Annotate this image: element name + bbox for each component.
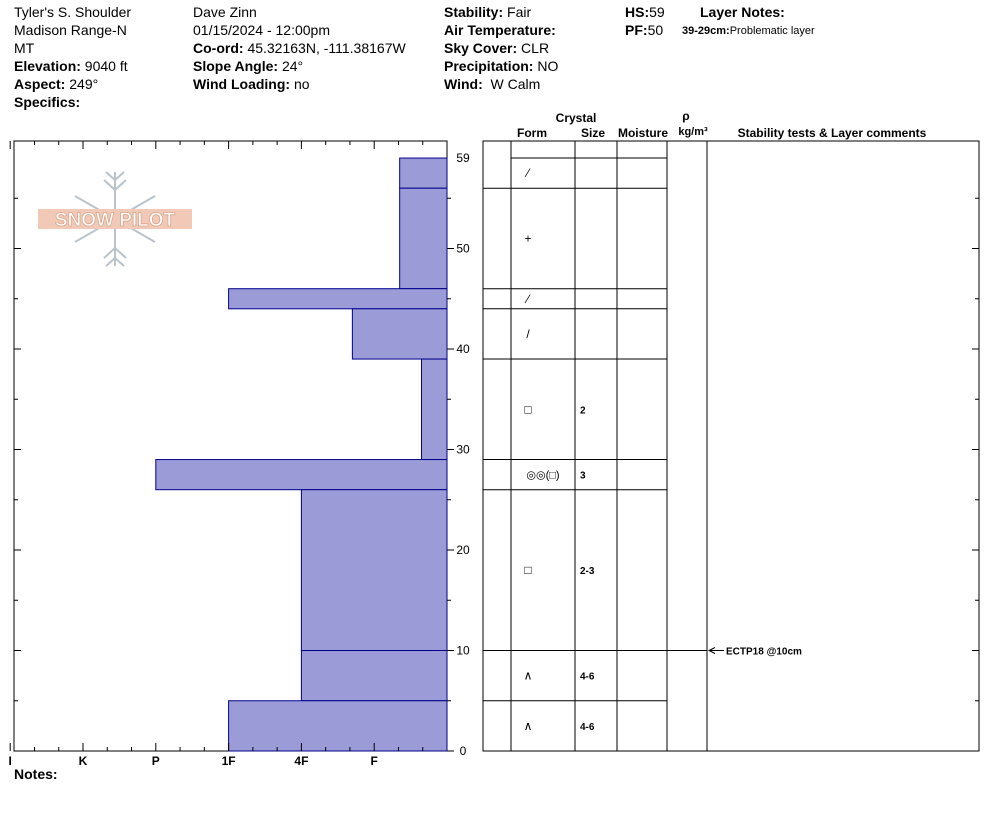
crystal-size: 4-6 <box>580 721 595 733</box>
crystal-form-glyph: / <box>526 326 530 341</box>
y-tick-label: 59 <box>456 151 470 166</box>
location-name: Tyler's S. Shoulder <box>14 4 132 20</box>
specifics-row: Specifics: <box>14 94 81 110</box>
density-unit-header: kg/m³ <box>678 126 708 138</box>
y-tick-label: 10 <box>456 643 470 658</box>
crystal-form-glyph: ◎◎(□) <box>526 469 560 482</box>
stability-test-label: ECTP18 @10cm <box>726 646 802 658</box>
layer-note-text: Problematic layer <box>729 25 815 37</box>
air-temp-row: Air Temperature: <box>444 22 556 38</box>
hs-value: 59 <box>649 4 665 20</box>
crystal-form-glyph: ⁄ <box>526 166 530 181</box>
y-tick-label: 50 <box>456 241 470 256</box>
crystal-size: 3 <box>580 470 586 482</box>
datetime: 01/15/2024 - 12:00pm <box>193 22 330 38</box>
layer-note-range: 39-29cm: <box>682 25 730 37</box>
hs-row: HS:59 <box>625 4 665 20</box>
y-tick-label: 0 <box>459 744 467 758</box>
y-tick-label: 40 <box>456 342 470 356</box>
aspect-row: Aspect: 249° <box>14 76 99 92</box>
slope-row: Slope Angle: 24° <box>193 58 304 74</box>
y-tick-label: 30 <box>456 442 470 457</box>
crystal-size: 2-3 <box>580 566 595 578</box>
hardness-bar <box>301 651 447 701</box>
crystal-form-glyph: ∧ <box>523 718 533 733</box>
layer-table <box>483 141 979 751</box>
hardness-bar <box>156 460 447 490</box>
pf-value: 50 <box>647 22 664 38</box>
hardness-bar <box>301 490 447 651</box>
crystal-size: 2 <box>580 405 586 417</box>
logo-text: SNOW PILOT <box>54 210 176 231</box>
range-name: Madison Range-N <box>14 22 127 38</box>
crystal-form-glyph: ∧ <box>523 668 533 683</box>
sky-value: CLR <box>521 40 550 56</box>
pf-row: PF:50 <box>625 22 664 38</box>
hardness-bar <box>352 309 447 359</box>
stability-value: Fair <box>507 4 532 20</box>
size-header: Size <box>580 126 606 140</box>
crystal-header: Crystal <box>555 111 597 125</box>
precip-row: Precipitation: NO <box>444 58 559 74</box>
hardness-bar <box>400 158 447 188</box>
crystal-form-glyph: □ <box>524 402 532 417</box>
hardness-bar <box>229 701 447 751</box>
snowpilot-logo <box>38 172 192 266</box>
notes-label: Notes: <box>14 766 58 782</box>
wind-value: W Calm <box>490 76 541 92</box>
elevation-value: 9040 ft <box>84 58 128 74</box>
crystal-form-glyph: + <box>524 231 532 246</box>
x-tick-label: P <box>151 754 160 768</box>
sky-row: Sky Cover: CLR <box>444 40 550 56</box>
x-tick-label: F <box>370 754 378 768</box>
hardness-bar <box>229 289 447 309</box>
elevation-row: Elevation: 9040 ft <box>14 58 128 74</box>
stability-comments-header: Stability tests & Layer comments <box>737 126 927 140</box>
wind-loading-row: Wind Loading: no <box>193 76 310 92</box>
x-tick-label: I <box>8 754 12 768</box>
stability-row: Stability: Fair <box>444 4 532 20</box>
hardness-bar <box>422 359 447 460</box>
hardness-bars <box>156 158 447 751</box>
hardness-bar <box>400 188 447 289</box>
wind-loading-value: no <box>293 76 310 92</box>
form-header: Form <box>517 126 547 140</box>
slope-value: 24° <box>281 58 304 74</box>
precip-value: NO <box>537 58 559 74</box>
x-tick-label: 4F <box>294 754 309 768</box>
coord-row: Co-ord: 45.32163N, -111.38167W <box>193 40 406 56</box>
aspect-value: 249° <box>69 76 99 92</box>
moisture-header: Moisture <box>617 126 669 140</box>
observer-name: Dave Zinn <box>193 4 257 20</box>
coord-value: 45.32163N, -111.38167W <box>247 40 406 56</box>
depth-y-ticks <box>14 151 979 758</box>
y-tick-label: 20 <box>456 543 470 557</box>
x-tick-label: K <box>78 754 88 768</box>
crystal-form-glyph: ⁄ <box>526 291 530 306</box>
crystal-form-glyph: □ <box>524 563 532 578</box>
wind-row: Wind: W Calm <box>444 76 541 92</box>
x-tick-label: 1F <box>221 754 236 768</box>
rho-header: ρ <box>682 109 690 123</box>
state-name: MT <box>14 40 35 56</box>
crystal-size: 4-6 <box>580 671 595 683</box>
layer-notes-label: Layer Notes: <box>700 4 785 20</box>
